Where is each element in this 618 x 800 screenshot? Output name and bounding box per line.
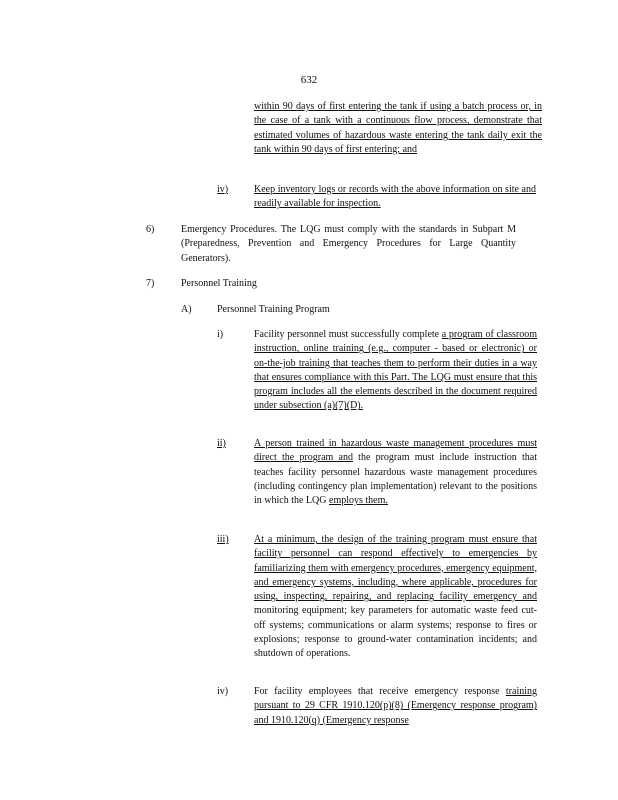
continuation-paragraph (254, 100, 542, 157)
item-i-text-plain: Facility personnel must successfully complete (254, 329, 440, 340)
item-A-heading (217, 303, 417, 317)
page-number: 632 (300, 74, 318, 86)
item-i-label: i) (217, 329, 224, 340)
item-6-label: 6) (146, 224, 155, 235)
item-6-paragraph (181, 223, 516, 266)
item-iv-b-label: iv) (217, 686, 229, 697)
item-iii-paragraph (254, 533, 537, 662)
item-ii-paragraph (254, 437, 537, 508)
item-iii-label: iii) (217, 534, 229, 545)
item-iv-b-text-underlined: training pursuant to 29 CFR 1910.120(p)(8) (Emergency response program) and 1910.120(q) (Emergency response (254, 686, 537, 726)
item-7-heading (181, 277, 381, 291)
item-6-text: Emergency Procedures. The LQG must comply with the standards in Subpart M (Preparedness, Prevention and Emergency Procedures for Large Quantity Generators). (181, 224, 516, 264)
item-iii-text-plain: monitoring equipment; key parameters for automatic waste feed cut-off systems; communications or alarm systems; response to fires or explosions; response to ground-water contamination incidents; and shutdown of operations. (254, 605, 537, 660)
item-iv-b-paragraph (254, 685, 537, 728)
item-ii-text-underlined: A person trained in hazardous waste management procedures must direct the program and (254, 438, 537, 464)
item-ii-label: ii) (217, 438, 226, 449)
item-7-text: Personnel Training (181, 278, 257, 289)
item-iv-label: iv) (217, 184, 229, 195)
item-A-text: Personnel Training Program (217, 304, 330, 315)
item-i-paragraph (254, 328, 537, 414)
item-i-text-underlined: a program of classroom instruction, online training (e.g., computer - based or electronic) or on-the-job training that teaches them to perform their duties in a way that ensures compliance with this Part. The LQG must ensure that this program includes all the elements described in the document required under subsection (a)(7)(D). (254, 329, 538, 412)
item-iv-paragraph (254, 183, 536, 212)
item-ii-text-tail: employs them. (329, 495, 388, 507)
item-iii-text-underlined: At a minimum, the design of the training program must ensure that facility personnel can respond effectively to emergencies by familiarizing them with emergency procedures, emergency equipment, and emergency systems, including, where applicable, procedures for using, inspecting, repairing, and replacing facility emergency and (254, 534, 537, 603)
item-7-label: 7) (146, 278, 155, 289)
item-iv-text: Keep inventory logs or records with the above information on site and readily available for inspection. (254, 184, 536, 210)
item-ii-text-plain: the program must include instruction that teaches facility personnel hazardous waste management procedures (including contingency plan implementation) relevant to the positions in which the LQG (254, 452, 538, 507)
continuation-text: within 90 days of first entering the tank if using a batch process or, in the case of a tank with a continuous flow process, demonstrate that estimated volumes of hazardous waste entering the tank daily exit the tank within 90 days of first entering; and (254, 101, 542, 155)
item-iv-b-text-plain: For facility employees that receive emergency response (254, 686, 500, 697)
item-A-label: A) (181, 304, 192, 315)
